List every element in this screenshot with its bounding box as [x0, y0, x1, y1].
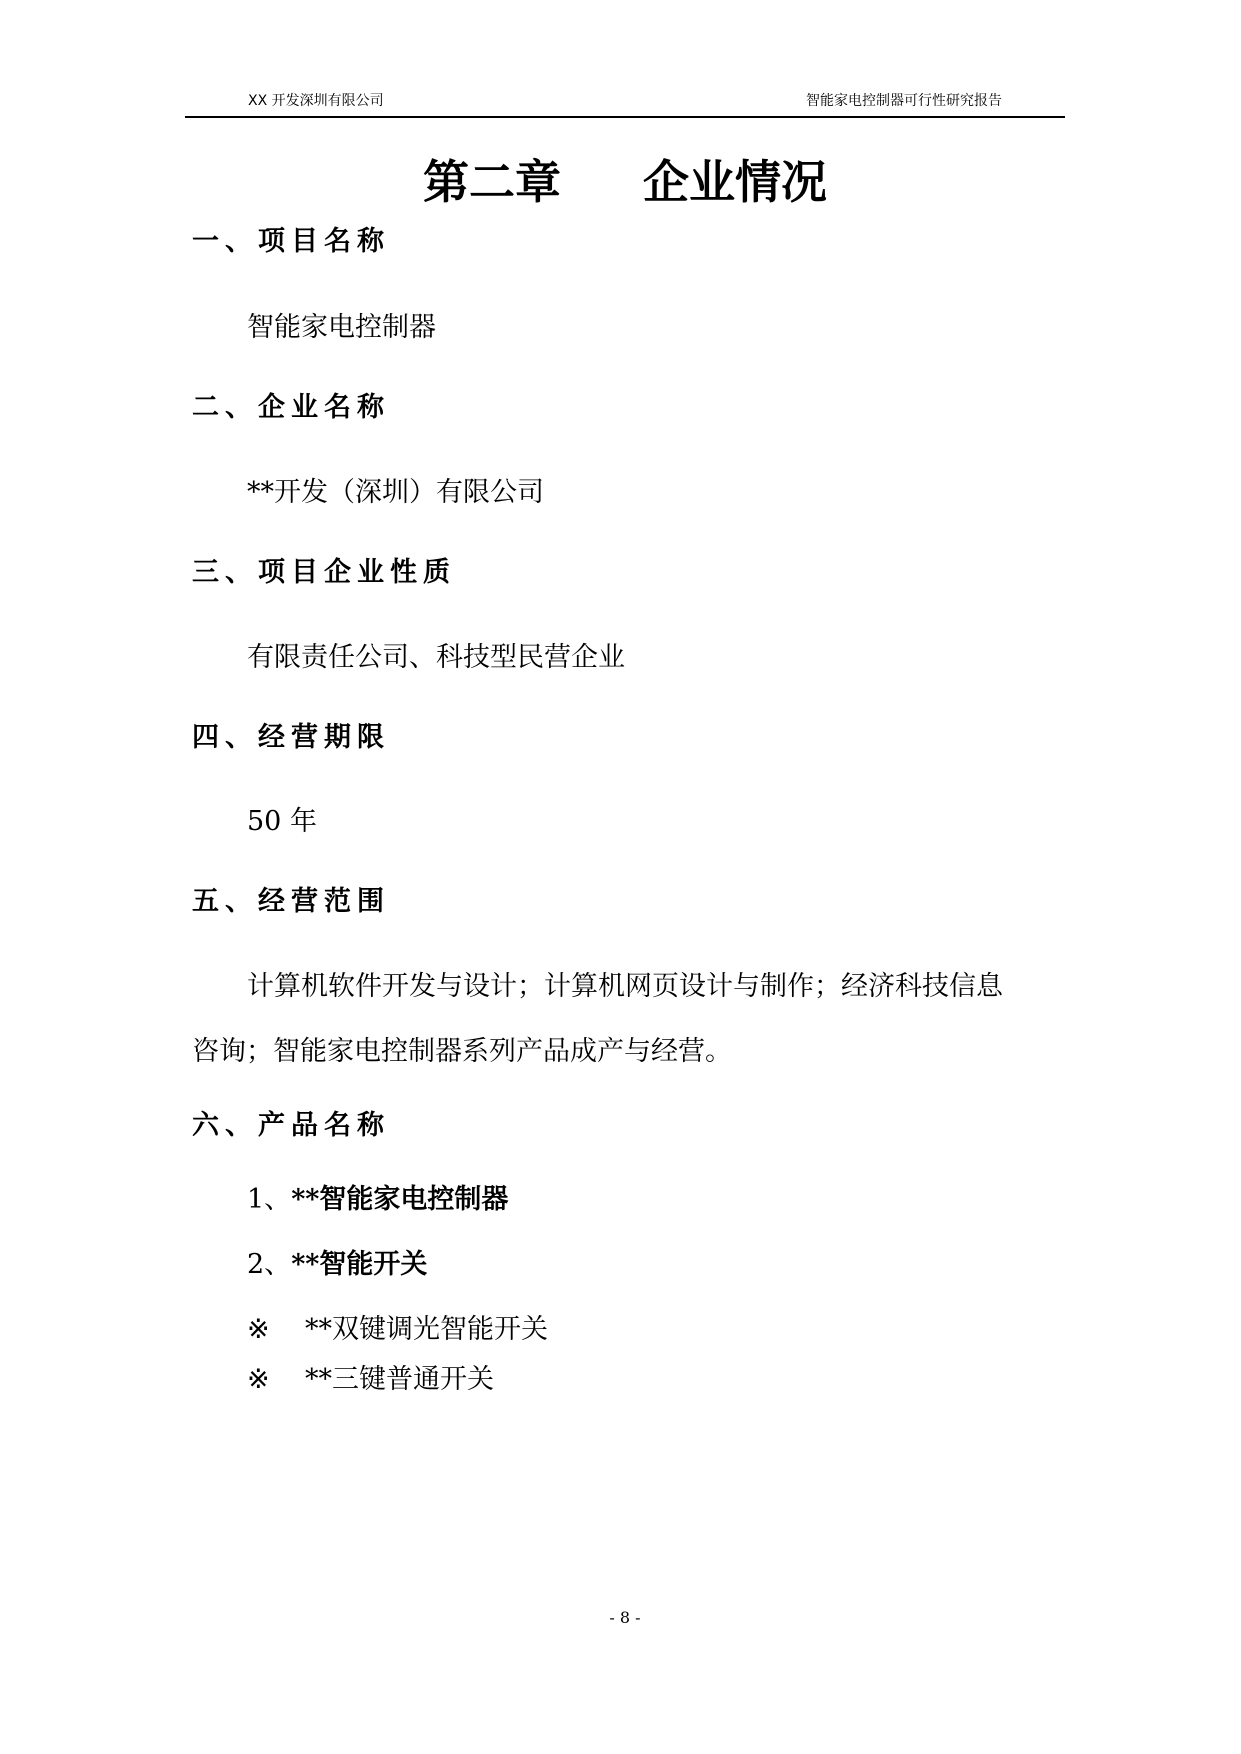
section-body-business-scope-line2: 咨询；智能家电控制器系列产品成产与经营。 — [192, 1036, 732, 1067]
section-body-business-term: 50 年 — [247, 806, 317, 837]
section-heading-business-scope: 五、经营范围 — [192, 886, 390, 917]
section-body-company-name: **开发（深圳）有限公司 — [247, 477, 544, 508]
product-item — [247, 1245, 427, 1285]
product-item-name: **智能家电控制器 — [291, 1184, 509, 1215]
section-body-company-nature: 有限责任公司、科技型民营企业 — [247, 642, 625, 673]
chapter-title — [185, 152, 1065, 212]
product-item-name: **智能开关 — [291, 1249, 428, 1280]
product-item-number: 1、 — [247, 1184, 292, 1215]
section-heading-project-name: 一、项目名称 — [192, 226, 390, 257]
section-heading-business-term: 四、经营期限 — [192, 722, 390, 753]
chapter-number: 第二章 — [423, 155, 561, 209]
reference-mark-icon: ※ — [247, 1364, 270, 1395]
chapter-name: 企业情况 — [643, 155, 827, 209]
section-body-business-scope-line1: 计算机软件开发与设计；计算机网页设计与制作；经济科技信息 — [247, 971, 1003, 1002]
section-heading-company-nature: 三、项目企业性质 — [192, 557, 456, 588]
sub-item — [247, 1360, 494, 1400]
sub-item-text: **三键普通开关 — [305, 1364, 494, 1395]
sub-item — [247, 1310, 548, 1350]
product-item — [247, 1180, 508, 1220]
header-company-name: XX 开发深圳有限公司 — [248, 93, 384, 109]
reference-mark-icon: ※ — [247, 1314, 270, 1345]
section-body-project-name: 智能家电控制器 — [247, 312, 436, 343]
page-number: - 8 - — [609, 1608, 641, 1627]
product-item-number: 2、 — [247, 1249, 292, 1280]
header-report-title: 智能家电控制器可行性研究报告 — [806, 93, 1002, 109]
header-divider — [185, 116, 1065, 118]
section-heading-product-name: 六、产品名称 — [192, 1110, 390, 1141]
section-heading-company-name: 二、企业名称 — [192, 392, 390, 423]
sub-item-text: **双键调光智能开关 — [305, 1314, 548, 1345]
page-header — [185, 90, 1065, 116]
